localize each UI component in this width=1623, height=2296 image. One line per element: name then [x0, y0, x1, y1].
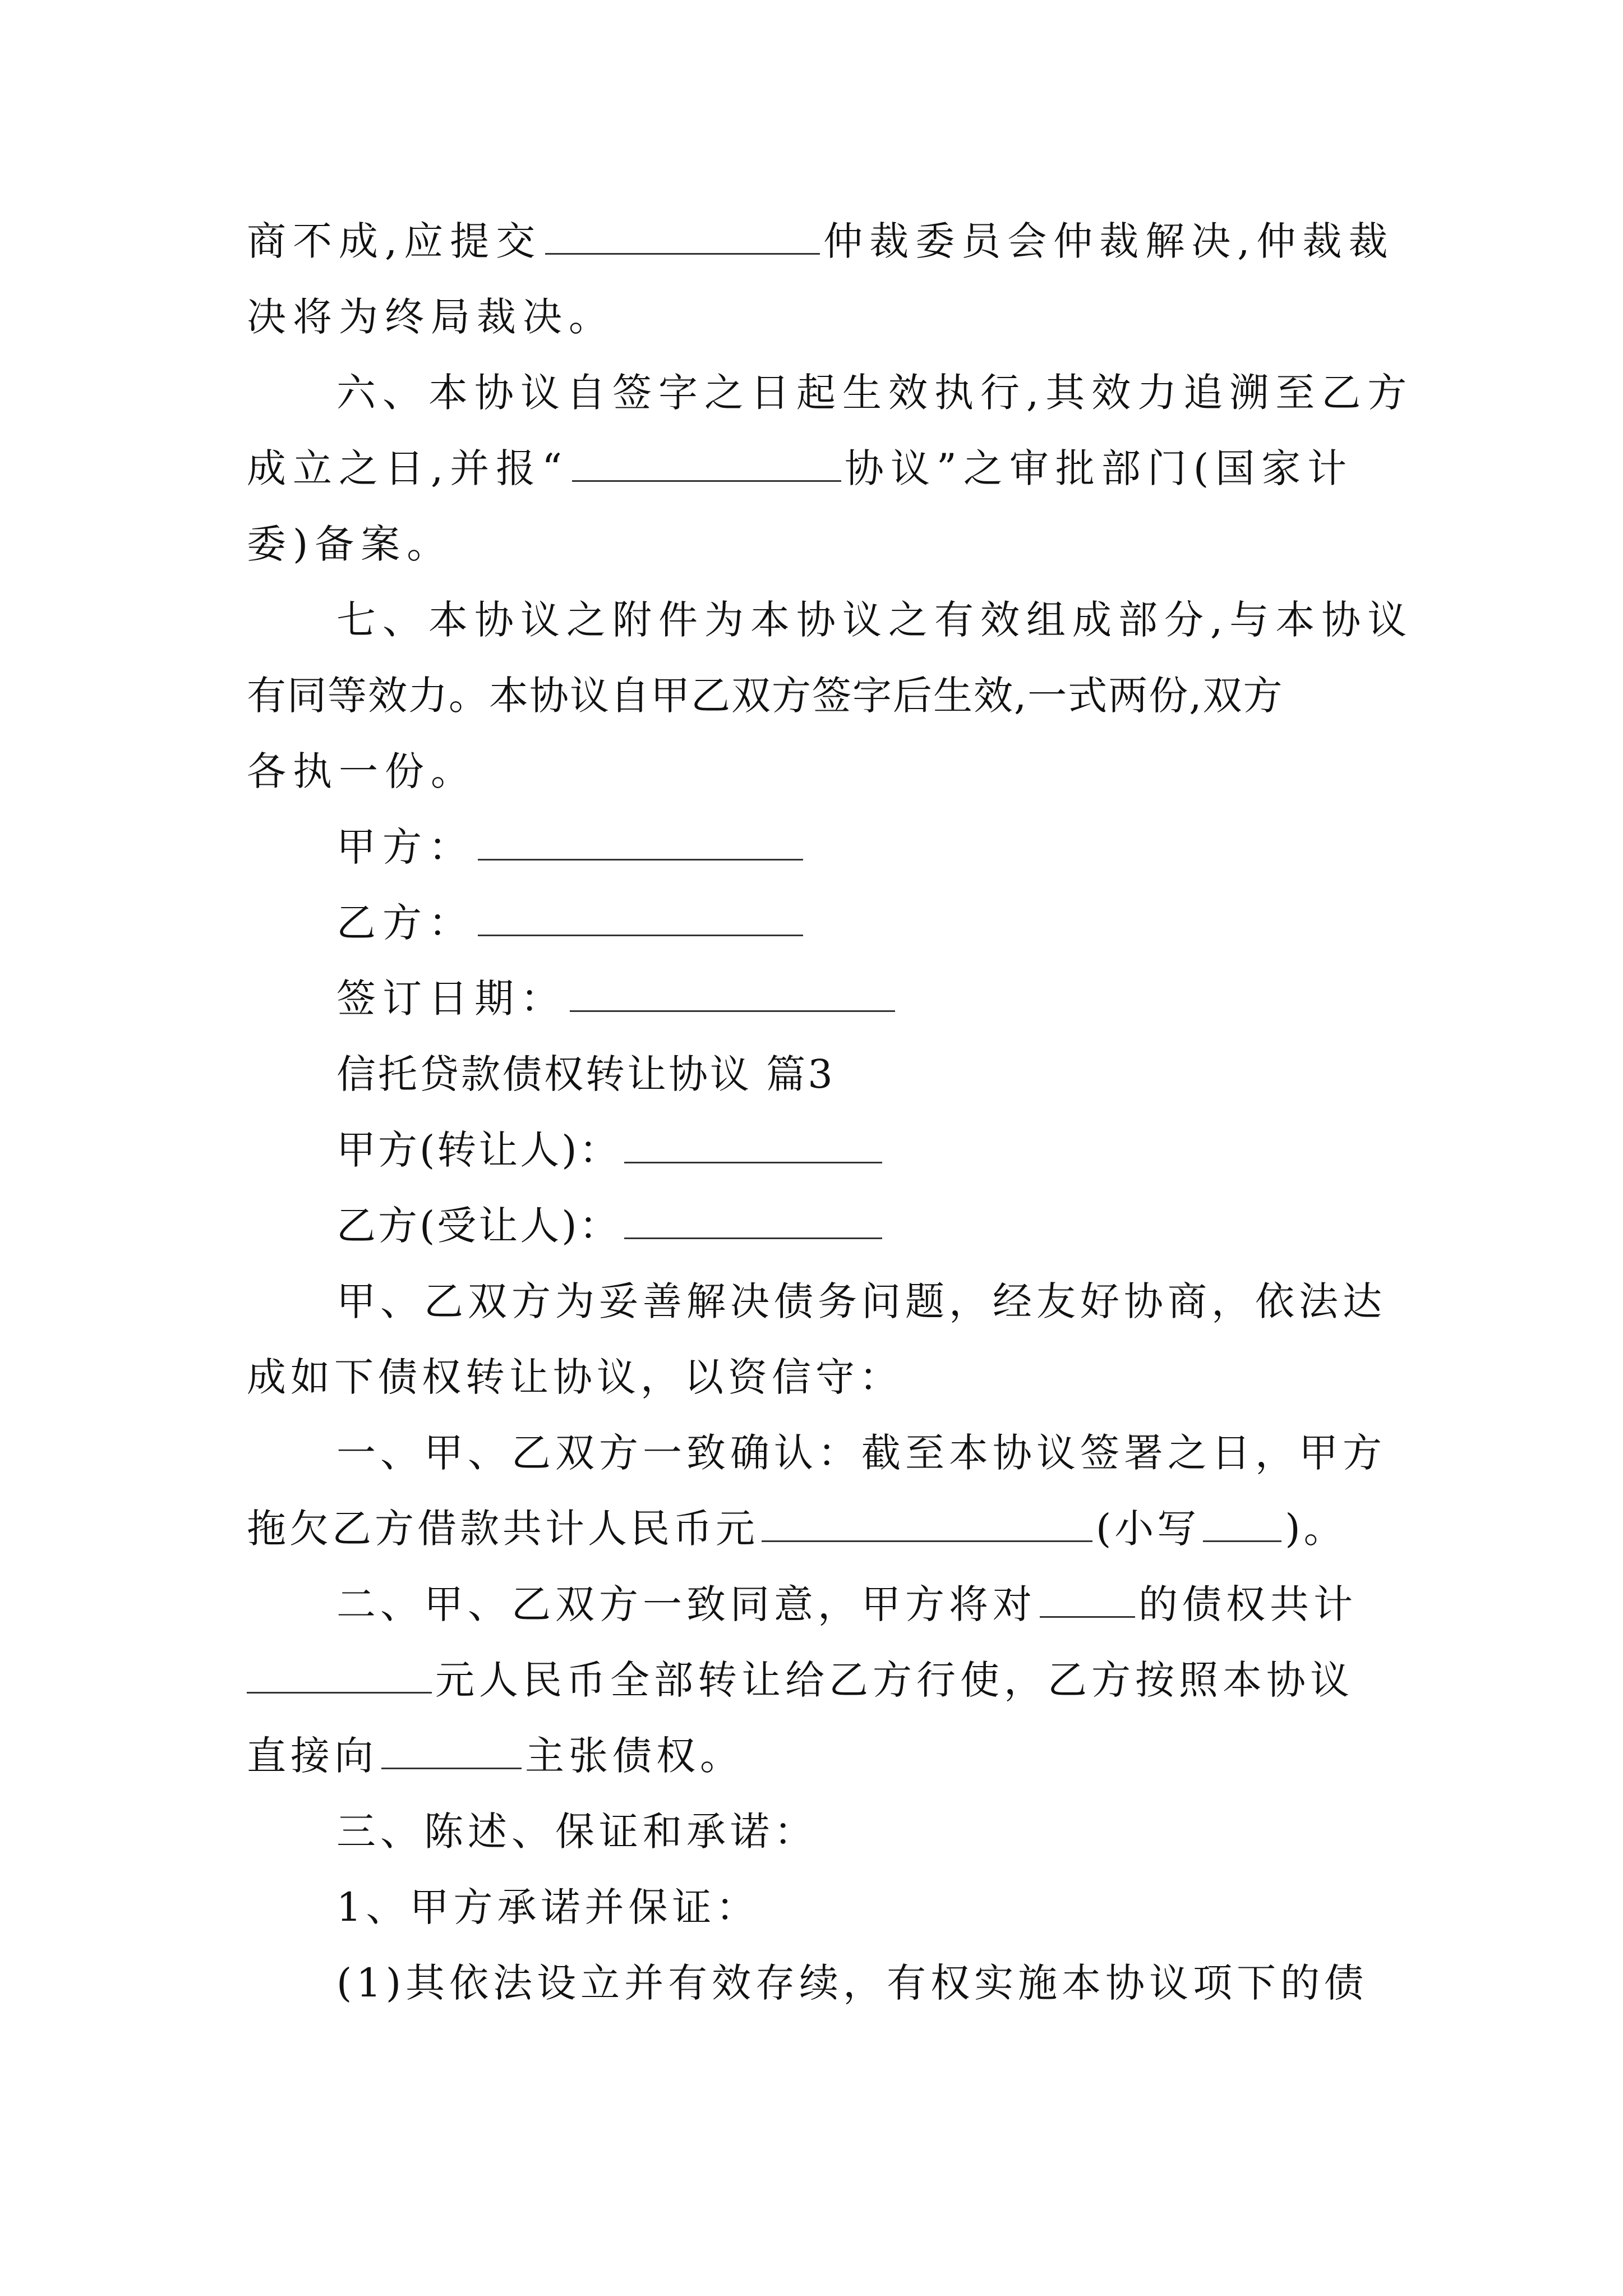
signature-line-party-b [336, 898, 806, 948]
fill-blank [1040, 1581, 1135, 1618]
paragraph-line [247, 443, 1353, 494]
paragraph-line: 六、本协议自签字之日起生效执行,其效力追溯至乙方 [336, 370, 1414, 416]
section-title: 信托贷款债权转让协议 篇3 [336, 1051, 835, 1097]
label: 乙方： [336, 900, 474, 946]
text: (小写 [1096, 1506, 1200, 1552]
label: 甲方： [336, 824, 474, 870]
fill-blank [381, 1733, 522, 1769]
paragraph-line: 甲、乙双方为妥善解决债务问题，经友好协商，依法达 [336, 1278, 1386, 1324]
fill-blank [545, 218, 820, 255]
signature-line-date [336, 973, 898, 1024]
fill-blank [624, 1127, 882, 1163]
paragraph-line: (1)其依法设立并有效存续，有权实施本协议项下的债 [336, 1960, 1368, 2006]
fill-blank [572, 445, 841, 482]
text: 二、甲、乙双方一致同意，甲方将对 [336, 1581, 1036, 1627]
paragraph-line: 七、本协议之附件为本协议之有效组成部分,与本协议 [336, 597, 1414, 643]
paragraph-line: 有同等效力。本协议自甲乙双方签字后生效,一式两份,双方 [247, 673, 1284, 719]
text: 直接向 [247, 1733, 378, 1779]
text: 拖欠乙方借款共计人民币元 [247, 1506, 758, 1552]
fill-blank [247, 1657, 432, 1694]
fill-blank [570, 976, 895, 1012]
paragraph-line: 一、甲、乙双方一致确认：截至本协议签署之日，甲方 [336, 1430, 1386, 1476]
fill-blank [1203, 1506, 1281, 1542]
paragraph-line: 各执一份。 [247, 748, 477, 794]
paragraph-line [247, 1731, 744, 1781]
label: 乙方(受让人)： [336, 1203, 621, 1249]
transferor-line [336, 1125, 886, 1175]
fill-blank [478, 900, 803, 936]
transferee-line [336, 1200, 886, 1251]
paragraph-line [247, 216, 1395, 266]
paragraph-line: 决将为终局裁决。 [247, 294, 615, 340]
fill-blank [762, 1506, 1092, 1542]
text: 元人民币全部转让给乙方行使，乙方按照本协议 [435, 1657, 1354, 1703]
text: 主张债权。 [525, 1733, 744, 1779]
text: 成立之日,并报“ [247, 445, 569, 491]
paragraph-line: 1、甲方承诺并保证： [336, 1884, 760, 1930]
paragraph-line: 成如下债权转让协议，以资信守： [247, 1354, 903, 1400]
paragraph-line [336, 1579, 1357, 1630]
text: )。 [1285, 1506, 1347, 1552]
text: 协议”之审批部门(国家计 [845, 445, 1354, 491]
text: 商不成,应提交 [247, 218, 542, 264]
text: 仲裁委员会仲裁解决,仲裁裁 [823, 218, 1395, 264]
label: 甲方(转让人)： [336, 1127, 621, 1173]
signature-line-party-a [336, 822, 806, 872]
paragraph-line [247, 1503, 1347, 1554]
text: 的债权共计 [1138, 1581, 1357, 1627]
paragraph-line: 三、陈述、保证和承诺： [336, 1809, 818, 1855]
paragraph-line [247, 1655, 1354, 1705]
fill-blank [478, 824, 803, 861]
paragraph-line: 委)备案。 [247, 521, 453, 567]
label: 签订日期： [336, 976, 566, 1022]
fill-blank [624, 1203, 882, 1239]
